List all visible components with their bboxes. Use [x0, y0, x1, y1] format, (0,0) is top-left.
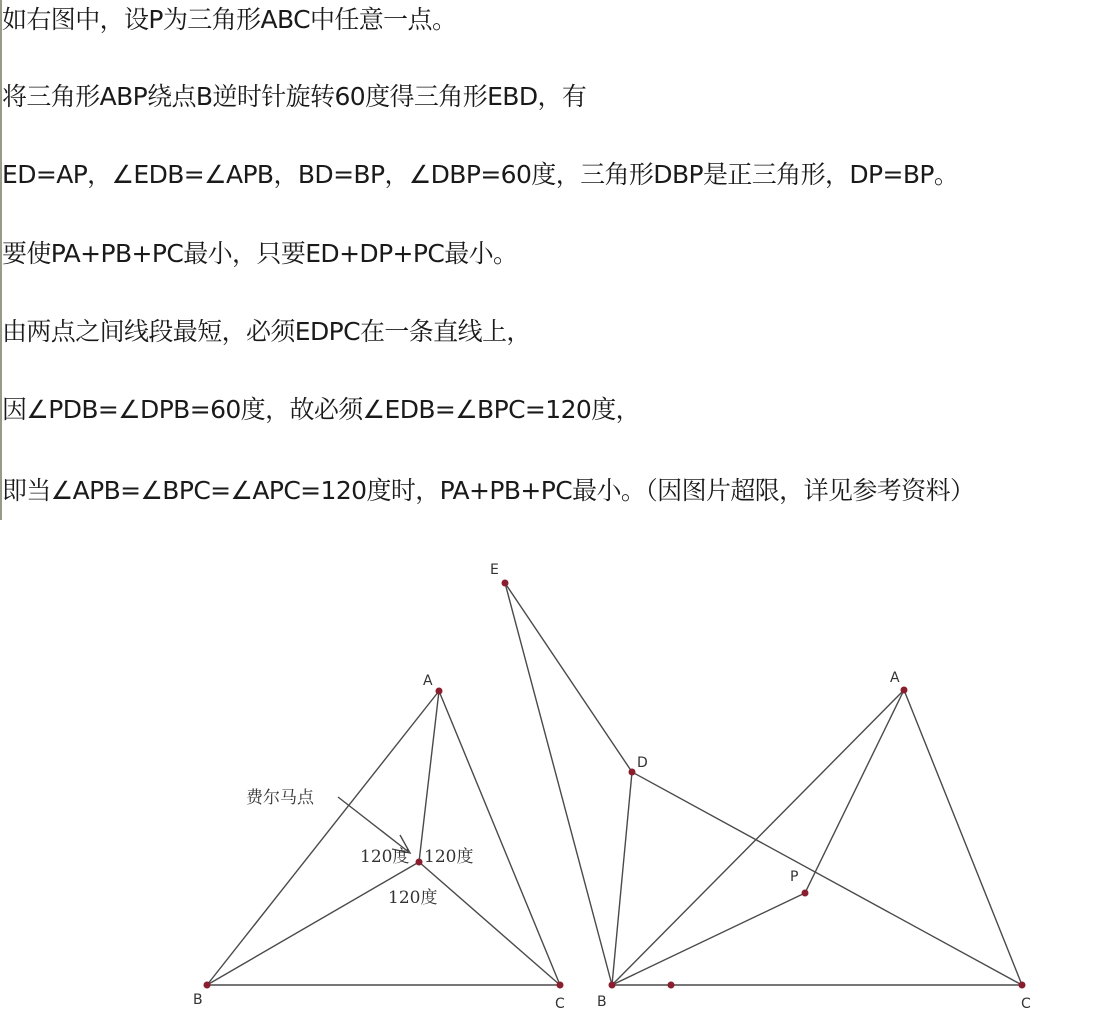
- point-A-left: [436, 688, 443, 695]
- segment-EB: [505, 583, 612, 985]
- segment-BP: [612, 893, 805, 985]
- text-line-5: 由两点之间线段最短，必须EDPC在一条直线上，: [2, 317, 531, 346]
- label-C-right: C: [1021, 996, 1031, 1012]
- point-on-BC: [668, 982, 675, 989]
- label-C-left: C: [555, 996, 565, 1012]
- fermat-point-label: 费尔马点: [246, 788, 314, 808]
- segment-DPC: [632, 772, 1022, 985]
- segment-C-fermat: [419, 862, 560, 985]
- segment-ED: [505, 583, 632, 772]
- text-line-4: 要使PA+PB+PC最小，只要ED+DP+PC最小。: [2, 239, 518, 268]
- geometry-figure: [0, 545, 1099, 1021]
- segment-DB: [612, 772, 632, 985]
- label-E: E: [490, 562, 499, 578]
- segment-A-fermat: [419, 691, 439, 862]
- label-B-left: B: [193, 992, 203, 1008]
- text-line-1: 如右图中，设P为三角形ABC中任意一点。: [2, 5, 457, 34]
- point-A-right: [901, 687, 908, 694]
- segment-B-fermat: [207, 862, 419, 985]
- text-line-3: ED=AP，∠EDB=∠APB，BD=BP，∠DBP=60度，三角形DBP是正三角形，DP=BP。: [2, 160, 959, 189]
- point-E: [502, 580, 509, 587]
- point-C-right: [1019, 982, 1026, 989]
- segment-AB-left: [207, 691, 439, 985]
- angle-label-left: 120度: [360, 847, 410, 867]
- text-line-2: 将三角形ABP绕点B逆时针旋转60度得三角形EBD，有: [2, 82, 587, 111]
- point-C-left: [557, 982, 564, 989]
- segment-AP: [805, 690, 904, 893]
- point-B-right: [609, 982, 616, 989]
- angle-label-right: 120度: [424, 847, 474, 867]
- segment-AC-left: [439, 691, 560, 985]
- label-D: D: [637, 755, 648, 771]
- text-line-6: 因∠PDB=∠DPB=60度，故必须∠EDB=∠BPC=120度，: [2, 395, 641, 424]
- angle-label-bottom: 120度: [388, 888, 438, 908]
- point-D: [629, 769, 636, 776]
- fermat-pointer-line: [338, 797, 410, 853]
- point-B-left: [204, 982, 211, 989]
- point-P: [802, 890, 809, 897]
- segment-BA-right: [612, 690, 904, 985]
- label-B-right: B: [597, 994, 607, 1010]
- label-A-right: A: [890, 670, 900, 686]
- figure-rotation-construction: [490, 562, 1031, 1012]
- label-P: P: [790, 869, 799, 885]
- label-A-left: A: [423, 673, 433, 689]
- text-line-7: 即当∠APB=∠BPC=∠APC=120度时，PA+PB+PC最小。（因图片超限，详见参考资料）: [2, 476, 975, 505]
- fermat-point: [416, 859, 423, 866]
- geometry-svg: [0, 545, 1099, 1021]
- figure-fermat-triangle: [193, 673, 565, 1012]
- segment-AC-right: [904, 690, 1022, 985]
